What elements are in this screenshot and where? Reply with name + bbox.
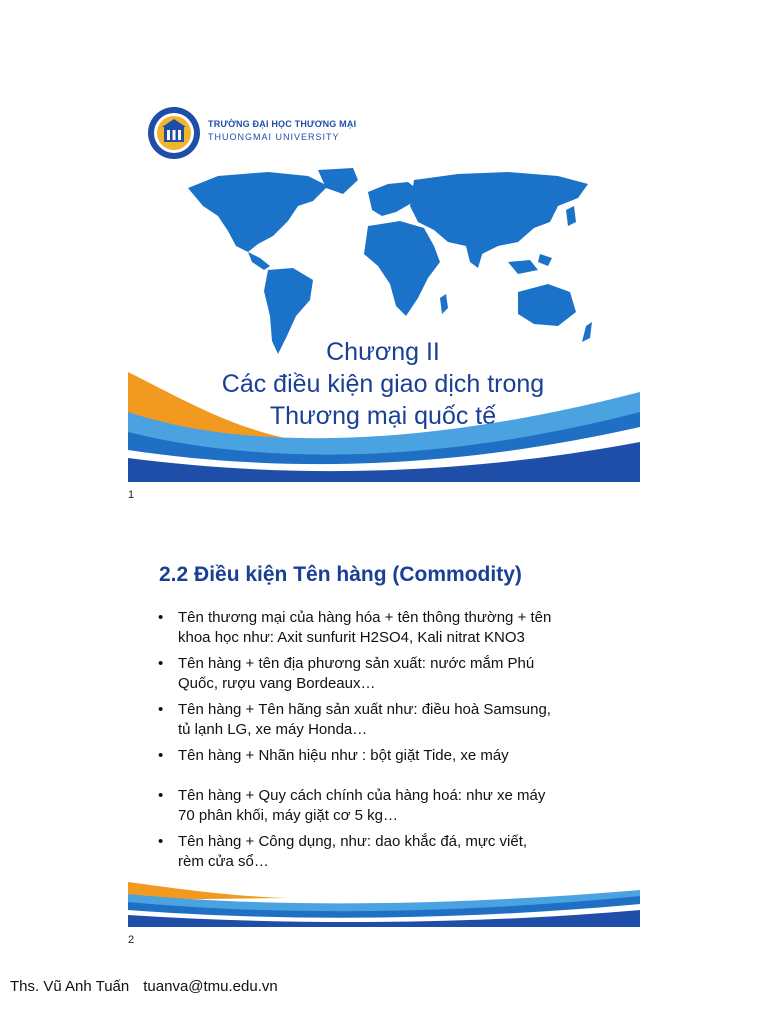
bullet-line: Tên thương mại của hàng hóa + tên thông thường + tên — [178, 609, 552, 626]
bullet-dot: • — [158, 833, 164, 850]
university-name-vi: TRƯỜNG ĐẠI HỌC THƯƠNG MẠI — [208, 119, 357, 129]
bullet-line: Tên hàng + Tên hãng sản xuất như: điều hoà Samsung, — [178, 701, 551, 718]
bullet-dot: • — [158, 787, 164, 804]
bullet-line: Tên hàng + Nhãn hiệu như : bột giặt Tide, xe máy — [178, 747, 509, 764]
slide-1-page-number: 1 — [128, 489, 135, 501]
slide-2 — [128, 540, 640, 927]
list-item — [156, 746, 626, 766]
author-email: tuanva@tmu.edu.vn — [143, 978, 278, 995]
bullet-dot: • — [158, 701, 164, 718]
bullet-line: Tên hàng + Công dụng, như: dao khắc đá, mực viết, — [178, 833, 528, 850]
decorative-swoosh — [128, 372, 640, 482]
list-item — [156, 786, 626, 826]
list-item — [156, 654, 626, 694]
slide-2-title: 2.2 Điều kiện Tên hàng (Commodity) — [159, 563, 522, 586]
bullet-dot: • — [158, 747, 164, 764]
university-name-en: THUONGMAI UNIVERSITY — [208, 132, 340, 142]
bullet-line: Quốc, rượu vang Bordeaux… — [178, 675, 376, 692]
bullet-list — [156, 608, 626, 878]
list-item — [156, 608, 626, 648]
list-item — [156, 700, 626, 740]
title-line-2: Các điều kiện giao dịch trong — [221, 370, 545, 398]
author-name: Ths. Vũ Anh Tuấn — [10, 978, 130, 995]
bullet-line: Tên hàng + Quy cách chính của hàng hoá: như xe máy — [178, 787, 546, 804]
title-line-1: Chương II — [326, 338, 440, 366]
bullet-line: rèm cửa sổ… — [178, 853, 269, 870]
slide-1 — [128, 96, 640, 482]
bullet-line: khoa học như: Axit sunfurit H2SO4, Kali nitrat KNO3 — [178, 629, 525, 646]
list-item — [156, 832, 626, 872]
bullet-line: 70 phân khối, máy giặt cơ 5 kg… — [178, 807, 398, 824]
document-footer — [10, 978, 278, 995]
bullet-line: tủ lạnh LG, xe máy Honda… — [178, 721, 368, 738]
title-line-3: Thương mại quốc tế — [269, 402, 497, 430]
bullet-dot: • — [158, 655, 164, 672]
decorative-swoosh — [128, 882, 640, 927]
university-logo-icon — [147, 106, 201, 160]
slide-2-page-number: 2 — [128, 934, 135, 946]
bullet-dot: • — [158, 609, 164, 626]
bullet-line: Tên hàng + tên địa phương sản xuất: nước mắm Phú — [178, 655, 535, 672]
